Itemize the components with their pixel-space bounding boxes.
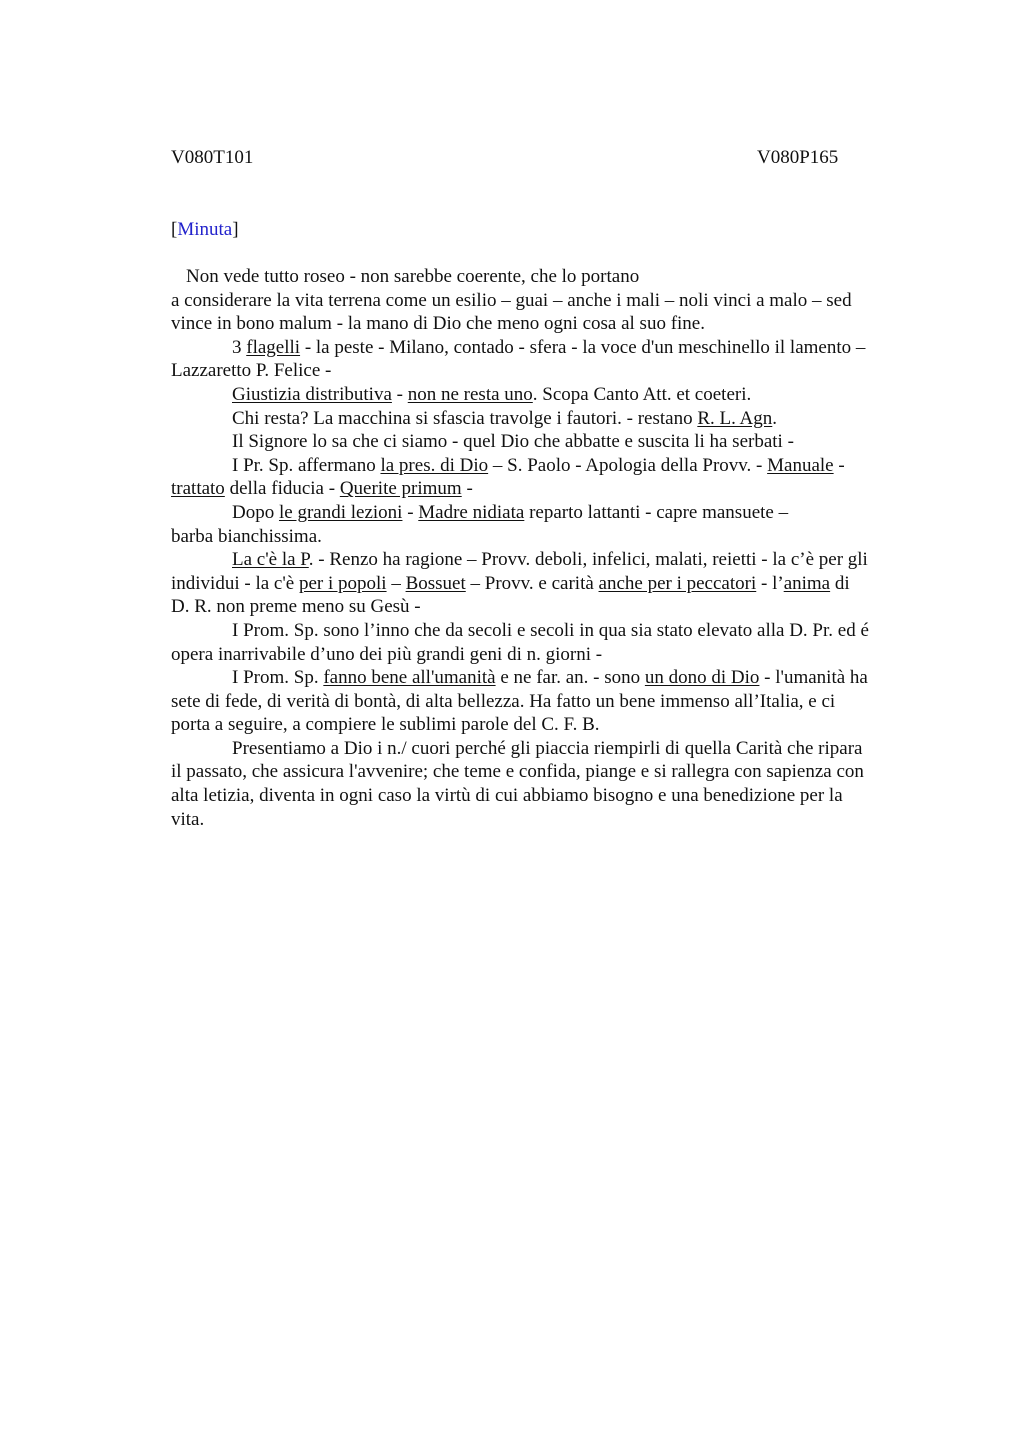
text-line xyxy=(171,808,941,832)
text-segment: Non vede tutto roseo - non sarebbe coerente, che lo portano xyxy=(186,266,640,287)
text-line xyxy=(171,477,941,501)
text-segment: D. R. non preme meno su Gesù - xyxy=(171,596,421,618)
underlined-phrase: Bossuet xyxy=(405,572,466,594)
text-line xyxy=(171,737,941,761)
text-segment: Chi resta? La macchina si sfascia travolge i fautori. - restano xyxy=(232,407,698,429)
text-line xyxy=(171,760,941,784)
open-bracket: [ xyxy=(171,219,178,240)
text-line xyxy=(171,572,941,596)
text-segment: - xyxy=(402,501,419,523)
text-line xyxy=(171,525,941,549)
text-segment: Presentiamo a Dio i n./ cuori perché gli piaccia riempirli di quella Carità che ripara xyxy=(232,737,863,759)
text-segment: il passato, che assicura l'avvenire; che teme e confida, piange e si rallegra con sapienza con xyxy=(171,761,864,783)
text-segment: a considerare la vita terrena come un esilio – guai – anche i mali – noli vinci a malo – sed xyxy=(171,289,852,311)
text-segment: Il Signore lo sa che ci siamo - quel Dio che abbatte e suscita li ha serbati - xyxy=(232,431,794,453)
text-line xyxy=(171,713,941,737)
text-segment: di xyxy=(830,572,850,594)
underlined-phrase: anche per i peccatori xyxy=(598,572,757,594)
text-segment: - xyxy=(391,383,408,405)
underlined-phrase: un dono di Dio xyxy=(644,667,760,689)
underlined-phrase: Madre nidiata xyxy=(418,501,525,523)
text-segment: Lazzaretto P. Felice - xyxy=(171,360,332,382)
text-line xyxy=(171,407,941,431)
text-line xyxy=(171,430,941,454)
underlined-phrase: per i popoli xyxy=(298,572,387,594)
underlined-phrase: la pres. di Dio xyxy=(380,454,489,476)
close-bracket: ] xyxy=(232,219,239,240)
text-line xyxy=(171,784,941,808)
text-segment: vince in bono malum - la mano di Dio che meno ogni cosa al suo fine. xyxy=(171,313,705,335)
text-segment: – S. Paolo - Apologia della Provv. - xyxy=(488,454,768,476)
text-segment: - l'umanità ha xyxy=(759,667,868,689)
underlined-phrase: non ne resta uno xyxy=(407,383,533,405)
underlined-phrase: fanno bene all'umanità xyxy=(323,667,496,689)
text-segment: - xyxy=(833,454,845,476)
text-segment: - xyxy=(461,478,473,500)
underlined-phrase: Giustizia distributiva xyxy=(232,383,392,405)
text-line xyxy=(171,359,941,383)
text-segment: alta letizia, diventa in ogni caso la virtù di cui abbiamo bisogno e una benedizione per la xyxy=(171,785,843,807)
text-line xyxy=(171,336,941,360)
text-line xyxy=(171,383,941,407)
text-segment: sete di fede, di verità di bontà, di alta bellezza. Ha fatto un bene immenso all’Italia, e ci xyxy=(171,690,836,712)
text-segment: – xyxy=(386,572,406,594)
text-segment: . - Renzo ha ragione – Provv. deboli, infelici, malati, reietti - la c’è per gli xyxy=(308,549,868,571)
text-line xyxy=(171,619,941,643)
text-segment: della fiducia - xyxy=(224,478,340,500)
text-line xyxy=(171,666,941,690)
minuta-link[interactable]: Minuta xyxy=(177,219,233,240)
text-segment: porta a seguire, a compiere le sublimi parole del C. F. B. xyxy=(171,714,600,736)
text-line xyxy=(171,690,941,714)
text-segment: individui - la c'è xyxy=(171,572,299,594)
underlined-phrase: La c'è la P xyxy=(232,549,309,571)
text-segment: barba bianchissima. xyxy=(171,525,322,547)
underlined-phrase: Manuale xyxy=(767,454,834,476)
text-segment: . xyxy=(772,407,778,429)
text-segment: - la peste - Milano, contado - sfera - la voce d'un meschinello il lamento – xyxy=(300,336,866,358)
text-segment: – Provv. e carità xyxy=(465,572,599,594)
text-line xyxy=(171,501,941,525)
text-line xyxy=(171,312,941,336)
text-segment: 3 xyxy=(232,336,247,358)
text-line xyxy=(171,289,941,313)
minuta-label xyxy=(171,218,239,242)
text-segment: vita. xyxy=(171,808,205,830)
underlined-phrase: R. L. Agn xyxy=(697,407,773,429)
underlined-phrase: flagelli xyxy=(246,336,301,358)
text-segment: e ne far. an. - sono xyxy=(495,667,645,689)
document-code-left: V080T101 xyxy=(171,147,254,168)
text-line xyxy=(171,265,941,289)
text-segment: I Prom. Sp. xyxy=(232,667,324,689)
underlined-phrase: le grandi lezioni xyxy=(278,501,403,523)
text-segment: - l’ xyxy=(756,572,784,594)
text-segment: I Pr. Sp. affermano xyxy=(232,454,381,476)
text-line xyxy=(171,643,941,667)
document-code-right: V080P165 xyxy=(757,147,839,168)
text-segment: . Scopa Canto Att. et coeteri. xyxy=(532,383,752,405)
text-line xyxy=(171,595,941,619)
text-segment: I Prom. Sp. sono l’inno che da secoli e secoli in qua sia stato elevato alla D. Pr. ed é xyxy=(232,619,869,641)
text-line xyxy=(171,454,941,478)
text-segment: Dopo xyxy=(232,501,279,523)
underlined-phrase: anima xyxy=(783,572,831,594)
body-text xyxy=(171,265,941,831)
text-segment: opera inarrivabile d’uno dei più grandi geni di n. giorni - xyxy=(171,643,603,665)
underlined-phrase: trattato xyxy=(171,478,225,500)
text-line xyxy=(171,548,941,572)
underlined-phrase: Querite primum xyxy=(339,478,462,500)
text-segment: reparto lattanti - capre mansuete – xyxy=(524,501,789,523)
